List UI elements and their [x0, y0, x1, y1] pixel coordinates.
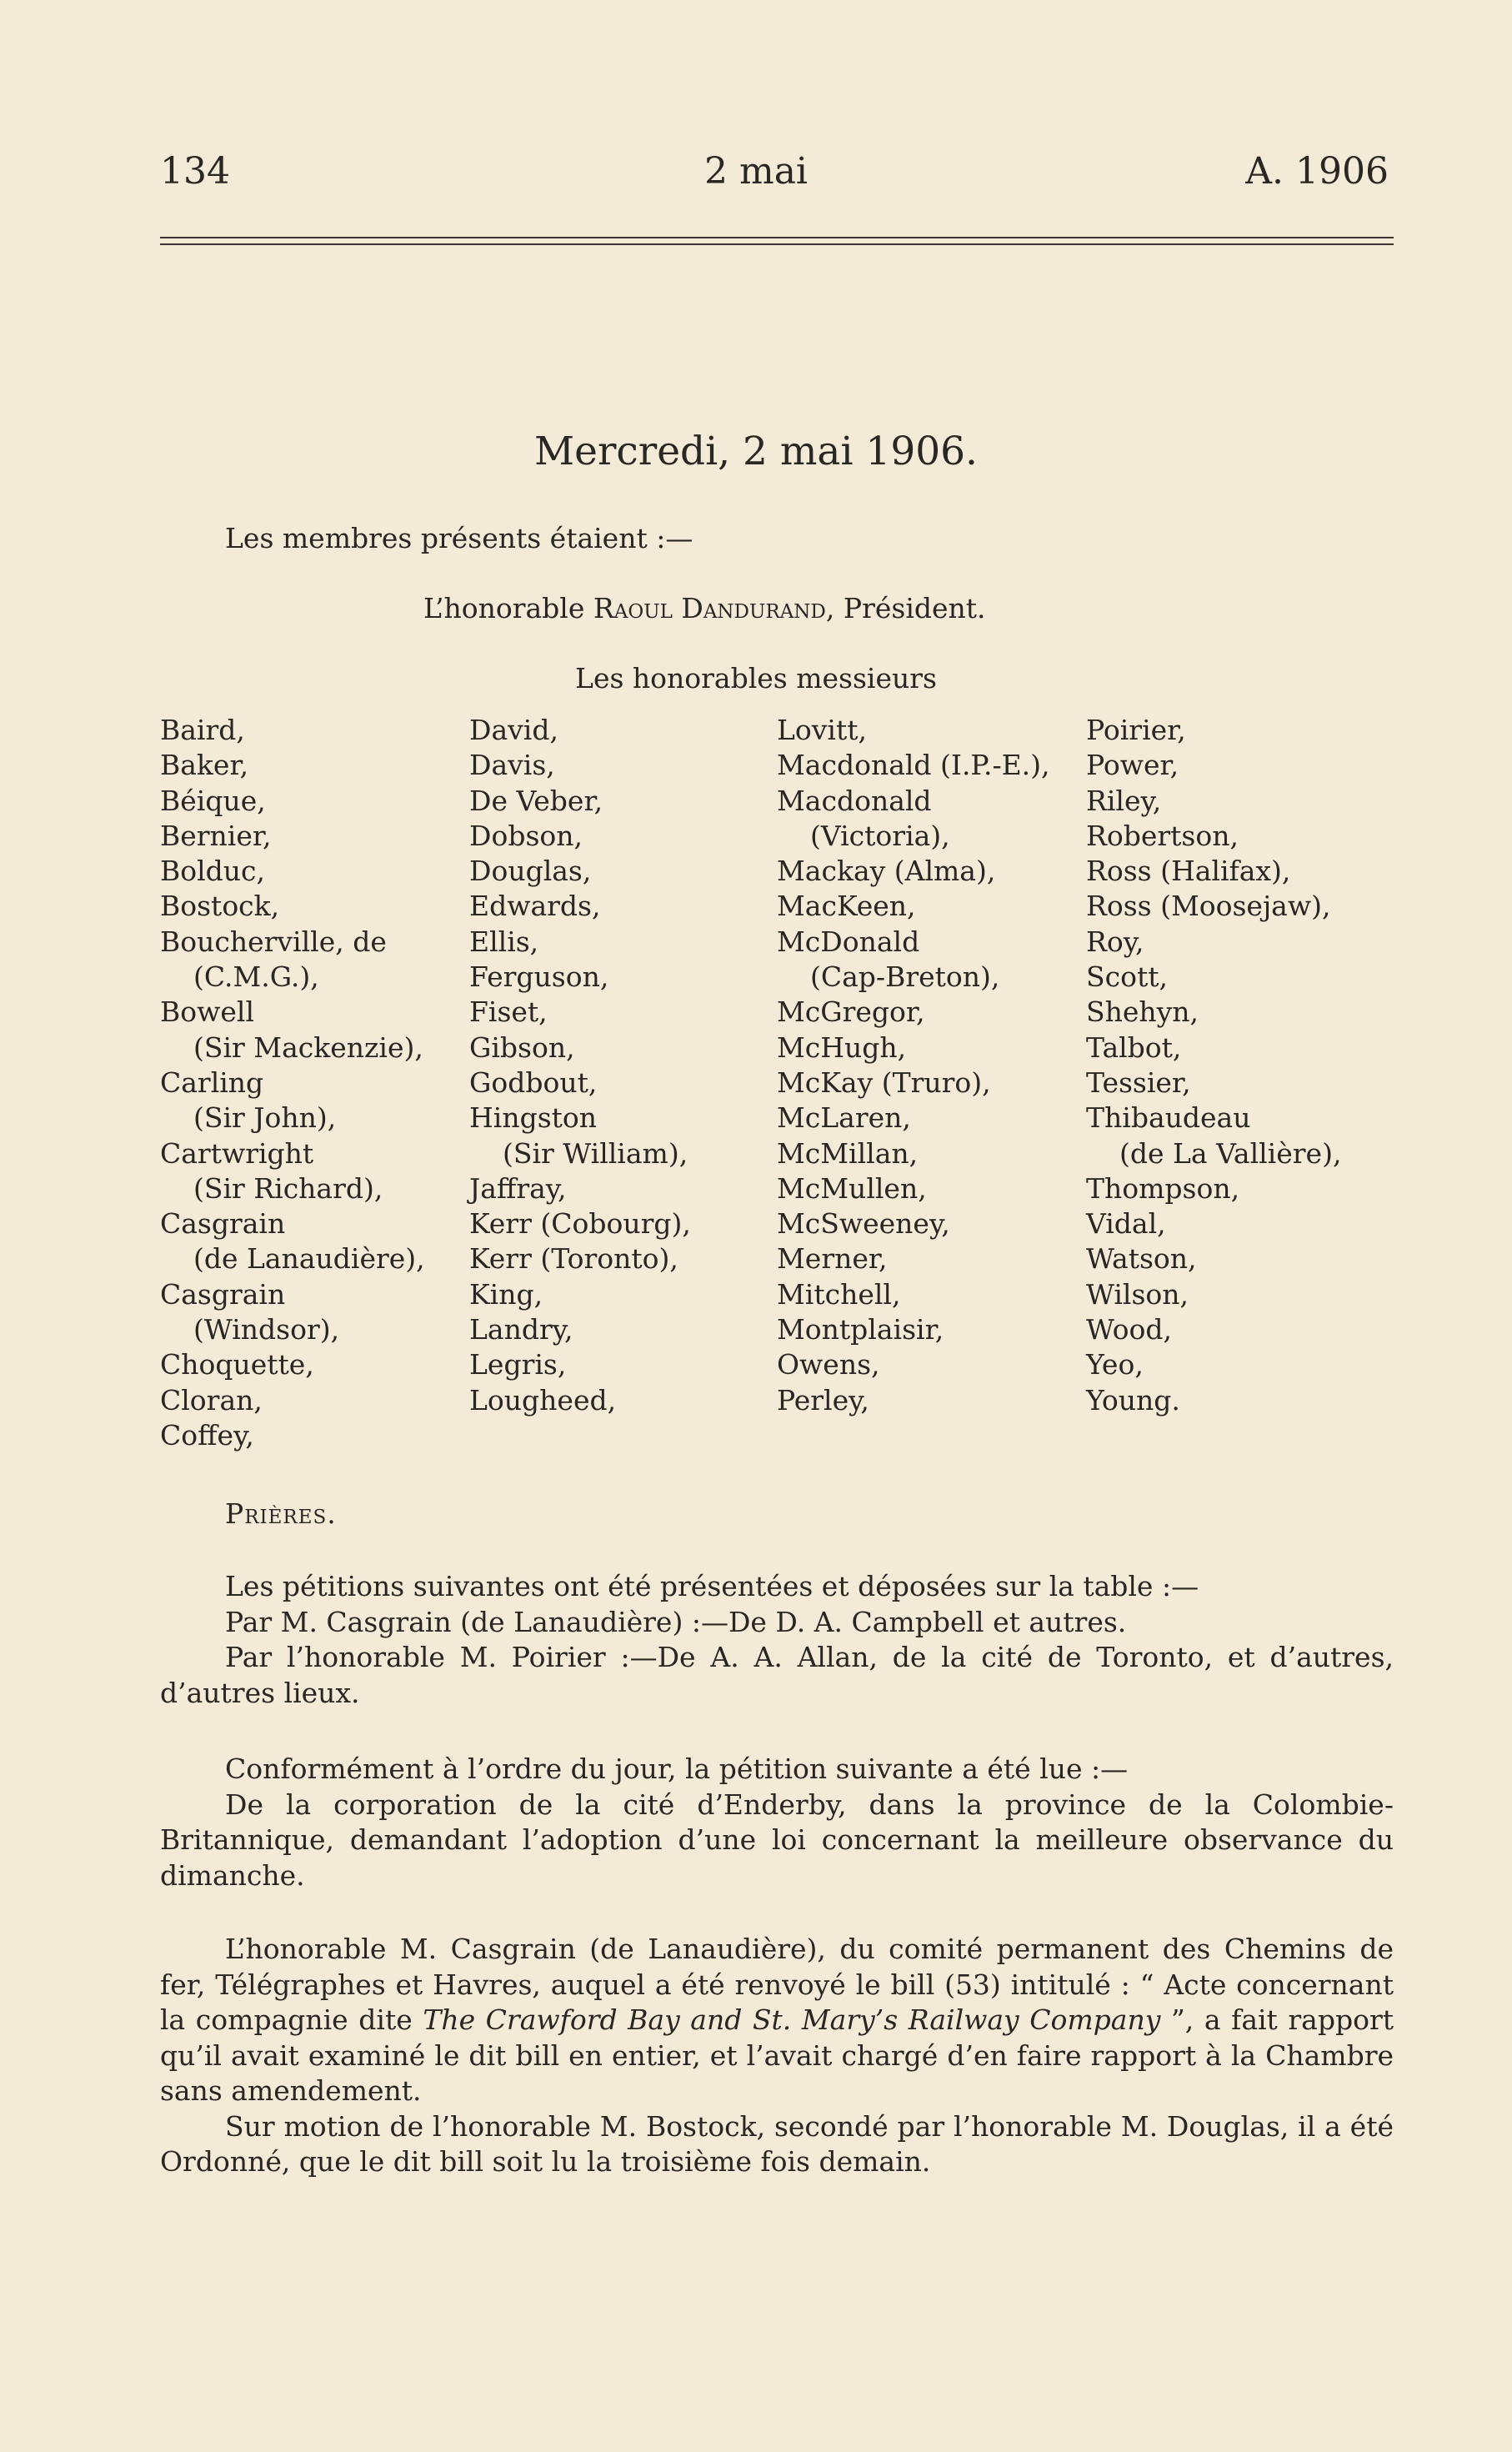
member-name: (de La Vallière),	[1119, 1136, 1342, 1170]
member-name: Thompson,	[1086, 1171, 1240, 1205]
president-suffix: , Président.	[825, 592, 986, 624]
member-name: Jaffray,	[469, 1171, 567, 1205]
member-name: McMullen,	[777, 1171, 927, 1205]
members-column-2	[469, 713, 691, 1418]
petition-line-1: Par M. Casgrain (de Lanaudière) :—De D. A. Campbell et autres.	[225, 1605, 1127, 1638]
member-name: Talbot,	[1086, 1030, 1182, 1064]
petitions-intro: Les pétitions suivantes ont été présentées et déposées sur la table :—	[225, 1570, 1199, 1602]
member-name: Roy,	[1086, 925, 1144, 958]
member-name: Macdonald (I.P.-E.),	[777, 749, 1050, 782]
member-name: Ellis,	[469, 925, 539, 958]
member-name: Dobson,	[469, 819, 583, 852]
member-name: Bolduc,	[160, 855, 266, 888]
member-name: Cartwright	[160, 1136, 314, 1170]
member-name: (Windsor),	[193, 1313, 340, 1346]
member-name: Casgrain	[160, 1207, 286, 1241]
member-name: (Victoria),	[810, 819, 950, 852]
members-column-3	[777, 713, 1050, 1418]
member-name: McHugh,	[777, 1030, 907, 1064]
member-name: (Sir William),	[503, 1136, 688, 1170]
member-name: Bostock,	[160, 890, 280, 923]
member-name: (Sir Mackenzie),	[193, 1030, 423, 1064]
member-name: McDonald	[777, 925, 920, 958]
member-name: Bowell	[160, 995, 255, 1029]
member-name: Gibson,	[469, 1030, 575, 1064]
member-name: Poirier,	[1086, 714, 1186, 746]
honorables-heading: Les honorables messieurs	[575, 662, 937, 694]
committee-report	[160, 1932, 1394, 2109]
member-name: McKay (Truro),	[777, 1066, 991, 1099]
member-name: Ross (Halifax),	[1086, 855, 1291, 888]
petition-read-intro: Conformément à l’ordre du jour, la pétition suivante a été lue :—	[225, 1753, 1129, 1785]
report-text-before: L’honorable M. Casgrain (de Lanaudière), du comité permanent des Chemins de fer, Télégraphes et Havres, auquel a été renvoyé le bill (53) intitulé : “ Acte concernant la compagnie dite	[160, 1933, 1394, 2036]
member-name: (Cap-Breton),	[810, 960, 1000, 994]
member-name: Merner,	[777, 1242, 888, 1276]
member-name: (Sir Richard),	[193, 1171, 383, 1205]
member-name: Robertson,	[1086, 819, 1239, 852]
header-rule-top	[160, 237, 1394, 238]
member-name: (de Lanaudière),	[193, 1242, 425, 1276]
member-name: McSweeney,	[777, 1207, 950, 1241]
member-name: Power,	[1086, 749, 1179, 782]
member-name: Mackay (Alma),	[777, 855, 996, 888]
president-name: Raoul Dandurand	[593, 592, 826, 624]
member-name: Mitchell,	[777, 1277, 901, 1311]
member-name: Kerr (Toronto),	[469, 1242, 678, 1276]
member-name: Legris,	[469, 1348, 567, 1381]
member-name: Davis,	[469, 749, 555, 782]
third-reading-motion: Sur motion de l’honorable M. Bostock, secondé par l’honorable M. Douglas, il a été Ordonné, que le dit bill soit lu la troisième fois demain.	[160, 2109, 1394, 2178]
sitting-title: Mercredi, 2 mai 1906.	[534, 429, 978, 474]
member-name: David,	[469, 714, 558, 746]
member-name: Macdonald	[777, 784, 932, 817]
member-name: MacKeen,	[777, 890, 916, 923]
member-name: Casgrain	[160, 1277, 286, 1311]
header-rule-bottom	[160, 243, 1394, 245]
member-name: Ross (Moosejaw),	[1086, 890, 1331, 923]
member-name: Carling	[160, 1066, 264, 1099]
member-name: Fiset,	[469, 995, 548, 1029]
member-name: Baird,	[160, 714, 245, 746]
member-name: Béique,	[160, 784, 266, 817]
member-name: Edwards,	[469, 890, 601, 923]
bill-title: The Crawford Bay and St. Mary’s Railway Company	[423, 2003, 1161, 2036]
members-column-1	[160, 713, 425, 1453]
president-prefix: L’honorable	[423, 592, 585, 624]
member-name: Perley,	[777, 1383, 869, 1417]
member-name: Godbout,	[469, 1066, 598, 1099]
page-number: 134	[160, 150, 230, 193]
petition-line-2: Par l’honorable M. Poirier :—De A. A. Allan, de la cité de Toronto, et d’autres, d’autres lieux.	[160, 1641, 1394, 1709]
member-name: Owens,	[777, 1348, 880, 1381]
petitions-section	[160, 1569, 1394, 1711]
report-text-after: ”, a fait rapport qu’il avait examiné le dit bill en entier, et l’avait chargé d’en faire rapport à la Chambre sans amendement.	[160, 2003, 1394, 2107]
member-name: Scott,	[1086, 960, 1168, 994]
member-name: (Sir John),	[193, 1101, 337, 1135]
present-intro: Les membres présents étaient :—	[225, 522, 693, 554]
member-name: Montplaisir,	[777, 1313, 944, 1346]
member-name: Wilson,	[1086, 1277, 1189, 1311]
member-name: Bernier,	[160, 819, 272, 852]
session-year: A. 1906	[1245, 150, 1389, 193]
member-name: Vidal,	[1086, 1207, 1166, 1241]
member-name: Watson,	[1086, 1242, 1197, 1276]
running-date: 2 mai	[703, 150, 808, 193]
member-name: McGregor,	[777, 995, 925, 1029]
member-name: De Veber,	[469, 784, 603, 817]
member-name: Coffey,	[160, 1418, 254, 1452]
member-name: Douglas,	[469, 855, 592, 888]
members-column-4	[1086, 713, 1341, 1418]
member-name: Yeo,	[1086, 1348, 1144, 1381]
member-name: Boucherville, de	[160, 925, 387, 958]
petition-read-section	[160, 1752, 1394, 1893]
prayers-heading: Prières.	[225, 1497, 337, 1530]
member-name: Shehyn,	[1086, 995, 1199, 1029]
member-name: Tessier,	[1086, 1066, 1191, 1099]
president-line	[423, 591, 986, 626]
member-name: Baker,	[160, 749, 249, 782]
member-name: McMillan,	[777, 1136, 919, 1170]
member-name: (C.M.G.),	[193, 960, 319, 994]
member-name: King,	[469, 1277, 543, 1311]
member-name: Lovitt,	[777, 714, 867, 746]
member-name: Young.	[1086, 1383, 1180, 1417]
member-name: Lougheed,	[469, 1383, 617, 1417]
member-name: Hingston	[469, 1101, 598, 1135]
member-name: McLaren,	[777, 1101, 911, 1135]
member-name: Landry,	[469, 1313, 573, 1346]
petition-read-text: De la corporation de la cité d’Enderby, dans la province de la Colombie-Britannique, demandant l’adoption d’une loi concernant la meilleure observance du dimanche.	[160, 1788, 1394, 1892]
member-name: Wood,	[1086, 1313, 1173, 1346]
member-name: Riley,	[1086, 784, 1162, 817]
member-name: Kerr (Cobourg),	[469, 1207, 691, 1241]
committee-report-section	[160, 1932, 1394, 2180]
member-name: Cloran,	[160, 1383, 263, 1417]
member-name: Choquette,	[160, 1348, 314, 1381]
member-name: Thibaudeau	[1086, 1101, 1251, 1135]
member-name: Ferguson,	[469, 960, 609, 994]
